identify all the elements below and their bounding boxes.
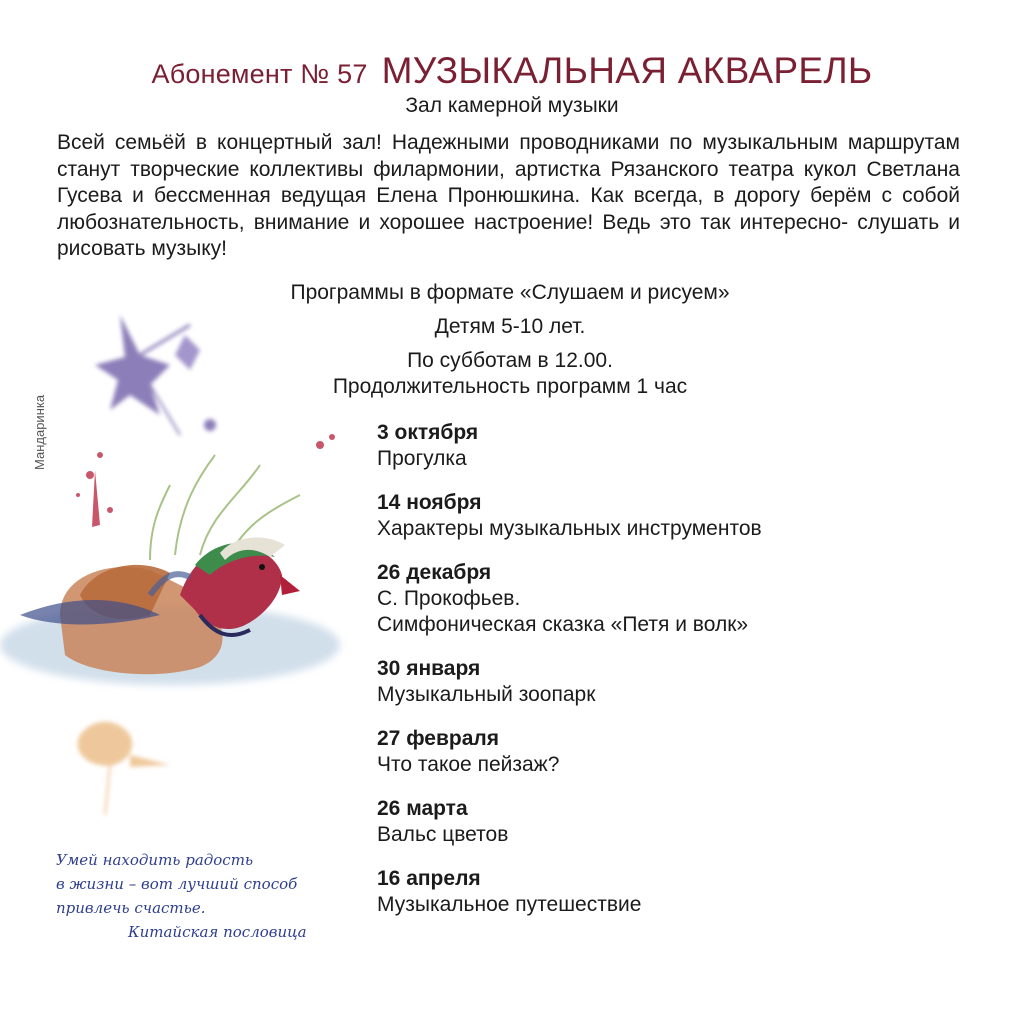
mandarin-duck-illustration bbox=[0, 295, 380, 855]
schedule-item bbox=[377, 866, 977, 918]
page-title bbox=[0, 50, 1024, 92]
event-title: Характеры музыкальных инструментов bbox=[377, 517, 762, 540]
quote-line: Умей находить радость bbox=[56, 851, 254, 869]
age-line: Детям 5-10 лет. bbox=[434, 315, 586, 338]
time-line: По субботам в 12.00. bbox=[407, 349, 613, 372]
format-line: Программы в формате «Слушаем и рисуем» bbox=[290, 281, 730, 304]
duration-line: Продолжительность программ 1 час bbox=[332, 375, 688, 398]
quote-line: в жизни – вот лучший способ bbox=[56, 875, 298, 893]
subscription-number: Абонемент № 57 bbox=[151, 59, 368, 89]
event-title: Симфоническая сказка «Петя и волк» bbox=[377, 613, 749, 636]
schedule-item bbox=[377, 420, 977, 472]
red-splatter bbox=[76, 434, 335, 527]
program-title: МУЗЫКАЛЬНАЯ АКВАРЕЛЬ bbox=[381, 50, 873, 91]
intro-paragraph: Всей семьёй в концертный зал! Надежными проводниками по музыкальным маршрутам станут творческие коллективы филармонии, артистка Рязанского театра кукол Светлана Гусева и бессменная ведущая Елена Пронюшкина. Как всегда, в дорогу берём с собой любознательность, внимание и хорошее настроение! Ведь это так интересно- слушать и рисовать музыку! bbox=[57, 131, 960, 260]
orange-splash bbox=[78, 722, 170, 815]
illustration-credit: Мандаринка bbox=[32, 394, 47, 470]
schedule-item bbox=[377, 656, 977, 708]
event-date: 16 апреля bbox=[377, 867, 481, 890]
quote-line: привлечь счастье. bbox=[56, 899, 206, 917]
event-date: 26 декабря bbox=[377, 561, 492, 584]
event-date: 27 февраля bbox=[377, 727, 499, 750]
event-title: Музыкальное путешествие bbox=[377, 893, 642, 916]
event-composer: С. Прокофьев. bbox=[377, 587, 521, 610]
purple-splash bbox=[95, 315, 216, 435]
event-title: Вальс цветов bbox=[377, 823, 509, 846]
event-title: Прогулка bbox=[377, 447, 467, 470]
event-title: Музыкальный зоопарк bbox=[377, 683, 596, 706]
event-title: Что такое пейзаж? bbox=[377, 753, 560, 776]
schedule-item bbox=[377, 560, 977, 638]
schedule-item bbox=[377, 726, 977, 778]
event-date: 14 ноября bbox=[377, 491, 482, 514]
quote-author: Китайская пословица bbox=[128, 923, 307, 941]
schedule-list bbox=[377, 420, 977, 936]
schedule-item bbox=[377, 796, 977, 848]
event-date: 30 января bbox=[377, 657, 481, 680]
schedule-item bbox=[377, 490, 977, 542]
event-date: 3 октября bbox=[377, 421, 479, 444]
hall-name: Зал камерной музыки bbox=[405, 94, 619, 117]
proverb-quote bbox=[56, 848, 356, 944]
event-date: 26 марта bbox=[377, 797, 468, 820]
